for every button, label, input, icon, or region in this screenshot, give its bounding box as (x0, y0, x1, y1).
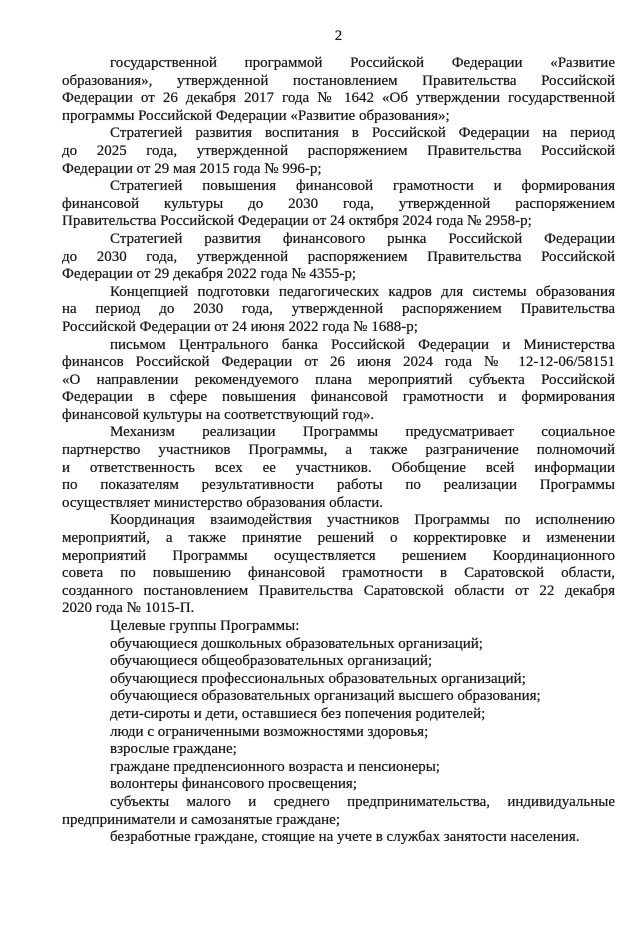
text-line: Целевые группы Программы: (110, 618, 300, 634)
text-line: до 2025 года, утвержденной распоряжением Правительства Российской (62, 142, 615, 159)
paragraph (62, 231, 615, 284)
text-line: дети-сироты и дети, оставшиеся без попечения родителей; (110, 705, 486, 722)
text-line: люди с ограниченными возможностями здоровья; (110, 723, 429, 740)
paragraph (62, 829, 615, 847)
paragraph (62, 706, 615, 724)
paragraph (62, 55, 615, 125)
paragraph (62, 512, 615, 618)
paragraph (62, 636, 615, 654)
text-line: письмом Центрального банка Российской Федерации и Министерства (110, 336, 615, 353)
text-line: Координация взаимодействия участников Программы по исполнению (110, 512, 615, 529)
text-line: волонтеры финансового просвещения; (110, 776, 358, 793)
paragraph (62, 759, 615, 777)
text-line: 2020 года № 1015-П. (62, 600, 195, 617)
text-line: безработные граждане, стоящие на учете в службах занятости населения. (110, 829, 580, 846)
document-body (62, 55, 615, 847)
paragraph (62, 424, 615, 512)
text-line: государственной программой Российской Федерации «Развитие (110, 55, 615, 71)
text-line: обучающиеся общеобразовательных организаций; (110, 653, 433, 670)
document-page (0, 27, 640, 932)
text-line: Стратегией развития воспитания в Российской Федерации на период (110, 125, 615, 142)
text-line: по показателям результативности работы по реализации Программы (62, 477, 615, 494)
text-line: Федерации от 26 декабря 2017 года № 1642 «Об утверждении государственной (62, 90, 615, 107)
paragraph (62, 178, 615, 231)
paragraph (62, 724, 615, 742)
text-line: до 2030 года, утвержденной распоряжением Правительства Российской (62, 248, 615, 265)
text-line: образования», утвержденной постановлением Правительства Российской (62, 72, 615, 89)
text-line: субъекты малого и среднего предпринимательства, индивидуальные (110, 793, 615, 810)
text-line: созданного постановлением Правительства Саратовской области от 22 декабря (62, 582, 615, 599)
paragraph (62, 337, 615, 425)
text-line: финансовой культуры до 2030 года, утвержденной распоряжением (62, 195, 615, 212)
text-line: обучающиеся образовательных организаций высшего образования; (110, 688, 541, 705)
text-line: Правительства Российской Федерации от 24 октября 2024 года № 2958-р; (62, 213, 532, 230)
text-line: Федерации в сфере повышения финансовой грамотности и формирования (62, 389, 615, 406)
paragraph (62, 794, 615, 829)
paragraph (62, 776, 615, 794)
text-line: обучающиеся профессиональных образовательных организаций; (110, 670, 526, 687)
text-line: Концепцией подготовки педагогических кадров для системы образования (110, 283, 615, 300)
text-line: граждане предпенсионного возраста и пенсионеры; (110, 758, 440, 775)
text-line: программы Российской Федерации «Развитие образования»; (62, 107, 450, 124)
text-line: партнерство участников Программы, а также разграничение полномочий (62, 442, 615, 459)
paragraph (62, 284, 615, 337)
text-line: Стратегией повышения финансовой грамотности и формирования (110, 178, 615, 195)
text-line: на период до 2030 года, утвержденной распоряжением Правительства (62, 301, 615, 318)
page-number: 2 (334, 28, 343, 44)
text-line: Механизм реализации Программы предусматривает социальное (110, 424, 615, 441)
paragraph (62, 741, 615, 759)
paragraph (62, 653, 615, 671)
text-line: совета по повышению финансовой грамотности в Саратовской области, (62, 565, 615, 582)
text-line: Федерации от 29 декабря 2022 года № 4355-р; (62, 266, 357, 283)
text-line: и ответственность всех ее участников. Обобщение всей информации (62, 459, 615, 476)
text-line: мероприятий, а также принятие решений о корректировке и изменении (62, 530, 615, 547)
text-line: мероприятий Программы осуществляется решением Координационного (62, 547, 615, 564)
text-line: обучающиеся дошкольных образовательных организаций; (110, 635, 483, 652)
text-line: взрослые граждане; (110, 741, 237, 758)
text-line: Федерации от 29 мая 2015 года № 996-р; (62, 160, 322, 177)
paragraph (62, 618, 615, 636)
paragraph (62, 125, 615, 178)
text-line: предприниматели и самозанятые граждане; (62, 811, 340, 828)
paragraph (62, 671, 615, 689)
text-line: финансовой культуры на соответствующий год». (62, 406, 375, 423)
text-line: «О направлении рекомендуемого плана мероприятий субъекта Российской (62, 371, 615, 388)
text-line: Российской Федерации от 24 июня 2022 года № 1688-р; (62, 318, 418, 335)
paragraph (62, 688, 615, 706)
text-line: финансов Российской Федерации от 26 июня 2024 года № 12-12-06/58151 (62, 354, 615, 371)
text-line: осуществляет министерство образования области. (62, 494, 384, 511)
text-line: Стратегией развития финансового рынка Российской Федерации (110, 230, 615, 247)
